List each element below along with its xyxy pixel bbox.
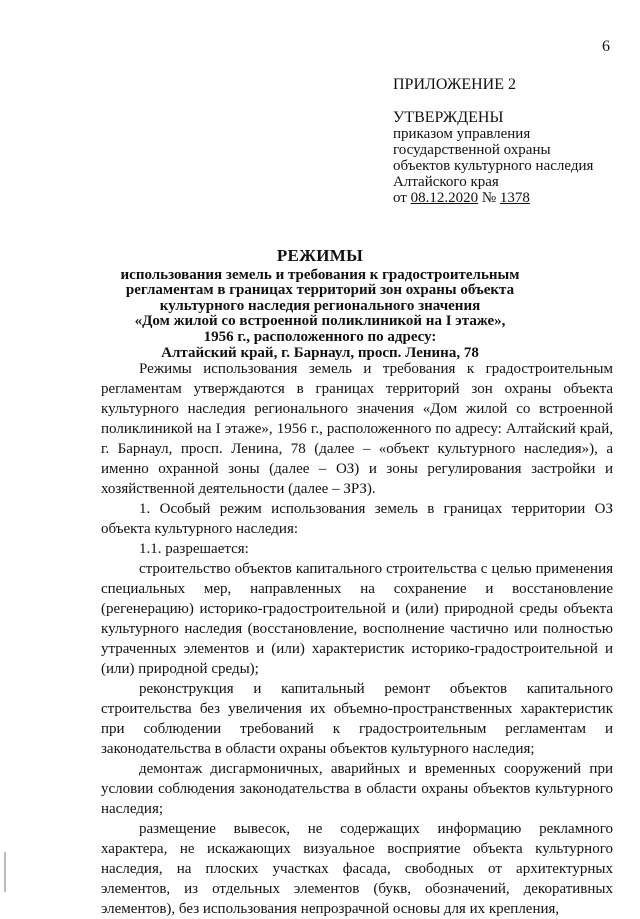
document-title: РЕЖИМЫ <box>276 246 364 265</box>
title-line: культурного наследия регионального значения <box>159 297 481 314</box>
approval-authority <box>393 126 593 190</box>
section-1-1-heading: 1.1. разрешается: <box>139 541 249 557</box>
intro-paragraph: Режимы использования земель и требования к градостроительным регламентам утверждаются в границах территорий зон охраны объекта культурного наследия регионального значения «Дом жилой со встроенной поликлиникой на I этаже», 1956 г., расположенного по адресу: Алтайский край, г. Барнаул, просп. Ленина, 78 (далее – «объект культурного наследия»), а именно охранной зоны (далее – ОЗ) и зоны регулирования застройки и хозяйственной деятельности (далее – ЗРЗ). <box>101 361 613 497</box>
appendix-label: ПРИЛОЖЕНИЕ 2 <box>393 76 517 93</box>
list-item-demolition: демонтаж дисгармоничных, аварийных и временных сооружений при условии соблюдения законодательства в области охраны объектов культурного наследия; <box>101 761 613 817</box>
page-number: 6 <box>602 38 610 55</box>
approval-line: Алтайского края <box>393 174 499 190</box>
list-item-reconstruction: реконструкция и капитальный ремонт объектов капитального строительства без увеличения их объемно-пространственных характеристик при соблюдении требований к градостроительным регламентам и законодательства в области охраны объектов культурного наследия; <box>101 681 613 757</box>
list-item-signage: размещение вывесок, не содержащих информацию рекламного характера, не искажающих визуальное восприятие объекта культурного наследия, на плоских участках фасада, свободных от архитектурных элементов, из отдельных элементов (букв, обозначений, декоративных элементов), без использования непрозрачной основы для их крепления, <box>101 821 613 917</box>
title-line: использования земель и требования к градостроительным <box>120 266 520 283</box>
title-line: Алтайский край, г. Барнаул, просп. Ленина, 78 <box>161 344 479 361</box>
approved-label: УТВЕРЖДЕНЫ <box>393 109 504 126</box>
document-title-block <box>0 248 640 361</box>
document-body <box>101 359 613 919</box>
title-line: «Дом жилой со встроенной поликлиникой на I этаже», <box>134 313 506 330</box>
approval-block <box>393 77 593 206</box>
order-date: 08.12.2020 <box>410 190 479 206</box>
scan-margin-mark <box>4 852 6 892</box>
approval-line: государственной охраны <box>393 142 551 158</box>
order-reference <box>393 190 593 206</box>
section-1-heading: 1. Особый режим использования земель в границах территории ОЗ объекта культурного наследия: <box>101 501 613 537</box>
order-prefix: от <box>393 190 411 206</box>
approval-line: объектов культурного наследия <box>393 158 594 174</box>
approval-line: приказом управления <box>393 126 531 142</box>
title-line: 1956 г., расположенного по адресу: <box>203 328 437 345</box>
order-number-sign: № <box>478 190 500 206</box>
order-number: 1378 <box>499 190 530 206</box>
title-line: регламентам в границах территорий зон охраны объекта <box>125 282 515 299</box>
list-item-construction: строительство объектов капитального строительства с целью применения специальных мер, направленных на сохранение и восстановление (регенерацию) историко-градостроительной и (или) природной среды объекта культурного наследия (восстановление, восполнение частично или полностью утраченных элементов и (или) характеристик историко-градостроительной и (или) природной среды); <box>101 561 613 677</box>
